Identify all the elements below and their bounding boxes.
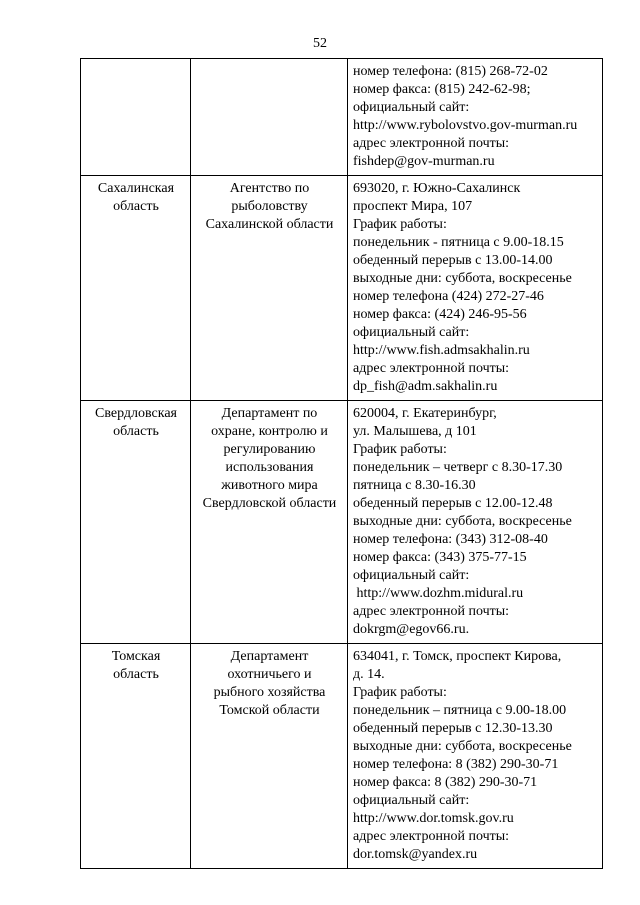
agency-line: охране, контролю и bbox=[211, 424, 328, 439]
contacts-line: выходные дни: суббота, воскресенье bbox=[353, 514, 572, 529]
contacts-line: д. 14. bbox=[353, 667, 385, 682]
contacts-line: номер факса: 8 (382) 290-30-71 bbox=[353, 775, 538, 790]
contacts-line: адрес электронной почты: bbox=[353, 829, 510, 844]
contacts-line: номер факса: (424) 246-95-56 bbox=[353, 307, 527, 322]
contacts-line: выходные дни: суббота, воскресенье bbox=[353, 271, 572, 286]
contacts-line: номер телефона: (815) 268-72-02 bbox=[353, 64, 548, 79]
contacts-line: обеденный перерыв с 13.00-14.00 bbox=[353, 253, 553, 268]
contacts-line: официальный сайт: bbox=[353, 325, 470, 340]
agency-cell bbox=[191, 401, 348, 644]
contacts-line: номер факса: (343) 375-77-15 bbox=[353, 550, 527, 565]
contacts-line: График работы: bbox=[353, 217, 447, 232]
contacts-line: dokrgm@egov66.ru. bbox=[353, 622, 470, 637]
contacts-line: 693020, г. Южно-Сахалинск bbox=[353, 181, 521, 196]
contacts-cell bbox=[348, 644, 603, 869]
contacts-line: обеденный перерыв с 12.30-13.30 bbox=[353, 721, 553, 736]
agency-line: Свердловской области bbox=[202, 496, 337, 511]
contacts-line: понедельник – четверг с 8.30-17.30 bbox=[353, 460, 563, 475]
agency-line: Сахалинской области bbox=[205, 217, 334, 232]
contacts-line: http://www.fish.admsakhalin.ru bbox=[353, 343, 530, 358]
contacts-line: fishdep@gov-murman.ru bbox=[353, 154, 495, 169]
contacts-cell bbox=[348, 176, 603, 401]
contacts-line: ул. Малышева, д 101 bbox=[353, 424, 477, 439]
contacts-line: http://www.rybolovstvo.gov-murman.ru bbox=[353, 118, 578, 133]
region-cell bbox=[81, 176, 191, 401]
contacts-line: выходные дни: суббота, воскресенье bbox=[353, 739, 572, 754]
contacts-line: официальный сайт: bbox=[353, 793, 470, 808]
region-cell bbox=[81, 59, 191, 176]
agency-line: Департамент по bbox=[221, 406, 318, 421]
agency-line: рыбного хозяйства bbox=[213, 685, 326, 700]
agency-line: Агентство по bbox=[229, 181, 310, 196]
agency-line: Томской области bbox=[219, 703, 320, 718]
agency-line: рыболовству bbox=[231, 199, 308, 214]
agency-line: охотничьего и bbox=[227, 667, 312, 682]
contacts-line: номер телефона: (343) 312-08-40 bbox=[353, 532, 548, 547]
region-line: Томская bbox=[111, 649, 161, 664]
page-number: 52 bbox=[313, 36, 327, 51]
table-row bbox=[81, 401, 603, 644]
contacts-line: обеденный перерыв с 12.00-12.48 bbox=[353, 496, 553, 511]
contacts-line: 620004, г. Екатеринбург, bbox=[353, 406, 497, 421]
region-line: область bbox=[113, 199, 159, 214]
region-line: область bbox=[113, 424, 159, 439]
contacts-line: 634041, г. Томск, проспект Кирова, bbox=[353, 649, 562, 664]
contacts-line: адрес электронной почты: bbox=[353, 361, 510, 376]
contacts-line: понедельник - пятница с 9.00-18.15 bbox=[353, 235, 564, 250]
contacts-cell bbox=[348, 401, 603, 644]
table-row bbox=[81, 176, 603, 401]
contacts-line: номер телефона (424) 272-27-46 bbox=[353, 289, 544, 304]
contacts-line: График работы: bbox=[353, 685, 447, 700]
contacts-line: официальный сайт: bbox=[353, 568, 470, 583]
region-line: область bbox=[113, 667, 159, 682]
agency-cell bbox=[191, 644, 348, 869]
contacts-line: График работы: bbox=[353, 442, 447, 457]
contacts-line: dor.tomsk@yandex.ru bbox=[353, 847, 478, 862]
contacts-line: dp_fish@adm.sakhalin.ru bbox=[353, 379, 498, 394]
agency-line: животного мира bbox=[221, 478, 318, 493]
contacts-line: адрес электронной почты: bbox=[353, 604, 510, 619]
contacts-line: адрес электронной почты: bbox=[353, 136, 510, 151]
table-row bbox=[81, 59, 603, 176]
contacts-line: понедельник – пятница с 9.00-18.00 bbox=[353, 703, 567, 718]
contacts-line: http://www.dor.tomsk.gov.ru bbox=[353, 811, 514, 826]
contacts-line: номер факса: (815) 242-62-98; bbox=[353, 82, 531, 97]
agency-line: использования bbox=[225, 460, 314, 475]
agency-line: Департамент bbox=[230, 649, 309, 664]
contacts-line: http://www.dozhm.midural.ru bbox=[353, 586, 524, 601]
region-line: Сахалинская bbox=[97, 181, 175, 196]
agency-cell bbox=[191, 176, 348, 401]
contacts-line: проспект Мира, 107 bbox=[353, 199, 473, 214]
contacts-cell bbox=[348, 59, 603, 176]
region-line: Свердловская bbox=[95, 406, 177, 421]
table-row bbox=[81, 644, 603, 869]
agency-cell bbox=[191, 59, 348, 176]
contacts-line: номер телефона: 8 (382) 290-30-71 bbox=[353, 757, 559, 772]
contacts-line: официальный сайт: bbox=[353, 100, 470, 115]
agency-line: регулированию bbox=[223, 442, 316, 457]
contacts-line: пятница с 8.30-16.30 bbox=[353, 478, 476, 493]
region-cell bbox=[81, 644, 191, 869]
contacts-table bbox=[80, 58, 603, 869]
region-cell bbox=[81, 401, 191, 644]
